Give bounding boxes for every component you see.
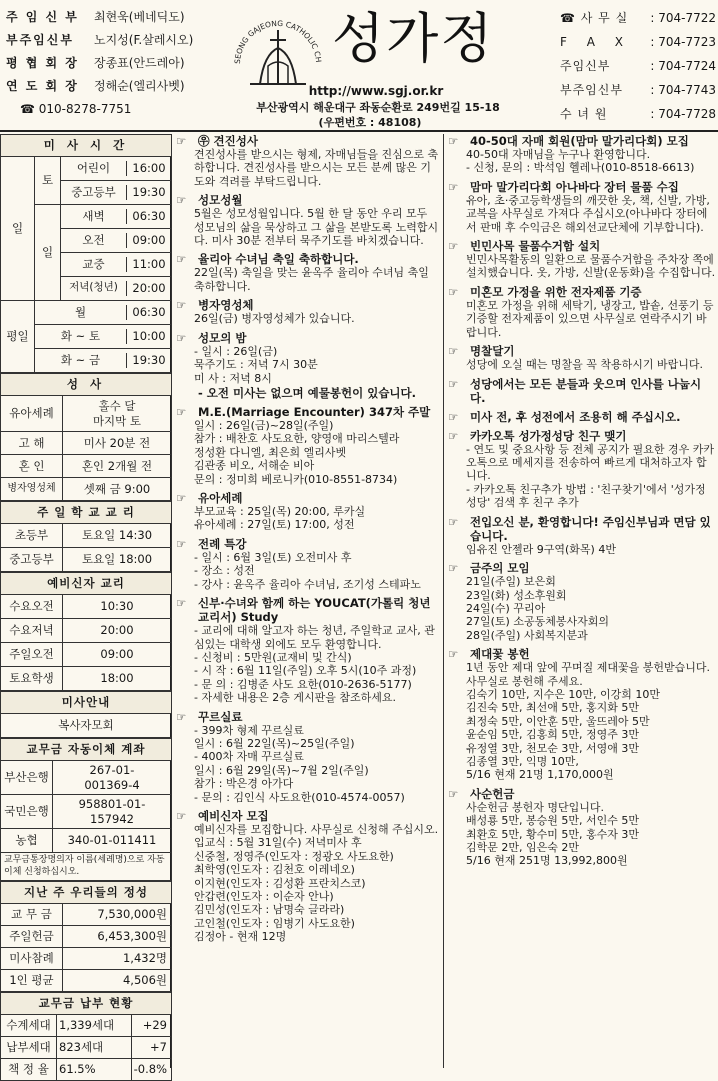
clergy-name: 장종표(안드레아) bbox=[94, 56, 185, 71]
mass-slot: 저녁(청년) bbox=[61, 281, 127, 295]
notice-title: - 오전 미사는 없으며 예물봉헌이 있습니다. bbox=[198, 385, 417, 400]
notice-donation-box bbox=[448, 239, 716, 280]
notice-title: 신부·수녀와 함께 하는 YOUCAT(가톨릭 청년 교리서) Study bbox=[198, 596, 431, 625]
pointing-hand-icon: ☞ bbox=[448, 647, 459, 662]
mass-slot: 오전 bbox=[61, 233, 127, 247]
pointing-hand-icon: ☞ bbox=[176, 404, 187, 419]
clergy-row bbox=[6, 29, 228, 52]
church-address: 부산광역시 해운대구 좌동순환로 249번길 15-18 bbox=[256, 101, 500, 114]
pointing-hand-icon: ☞ bbox=[176, 298, 187, 313]
postal-code: (우편번호 : 48108) bbox=[318, 116, 422, 129]
notice-body: - 연도 및 중요사항 등 전체 공지가 필요한 경우 카카오톡으로 메세지를 전송하여 빠르게 대처하고자 합니다. - 카카오톡 친구추가 방법 : '친구찾기'에서 '성가정성당' 검색 후 친구 추가 bbox=[466, 442, 714, 510]
notice-title: 예비신자 모집 bbox=[198, 809, 269, 823]
notice-title: 전입오신 분, 환영합니다! 주임신부님과 면담 있습니다. bbox=[470, 514, 711, 543]
pointing-hand-icon: ☞ bbox=[448, 376, 459, 391]
mass-slot: 교중 bbox=[61, 257, 127, 271]
offering-amount: 6,453,300원 bbox=[63, 926, 172, 948]
notice-no-morning-mass bbox=[176, 386, 439, 400]
office-contacts bbox=[560, 6, 716, 126]
contact-label: 수 녀 원 bbox=[560, 106, 608, 121]
dues-change: +29 bbox=[131, 1015, 171, 1037]
account-number: 267-01- 001369-4 bbox=[53, 761, 172, 795]
offering-amount: 1,432명 bbox=[63, 948, 172, 970]
offering-table bbox=[0, 881, 172, 992]
pointing-hand-icon: ☞ bbox=[448, 409, 459, 424]
pointing-hand-icon: ☞ bbox=[176, 193, 187, 208]
clergy-name: 노지성(F.살레시오) bbox=[94, 33, 194, 48]
notice-title: 꾸르실료 bbox=[198, 709, 243, 724]
svg-text:SEONG GAJEONG CATHOLIC CHURCH: SEONG GAJEONG CATHOLIC CH bbox=[232, 18, 324, 65]
notice-title: 카카오톡 성가정성당 친구 맺기 bbox=[470, 428, 627, 443]
contact-row bbox=[560, 6, 716, 30]
notice-body: 임유진 안젤라 9구역(화목) 4반 bbox=[466, 542, 616, 556]
notice-body: 1년 동안 제대 앞에 꾸며질 제대꽃을 봉헌받습니다. 사무실로 봉헌해 주세요. 김숙기 10만, 지수은 10만, 이강희 10만 김진숙 5만, 최선애 5만, 홍지화 5만 최정숙 5만, 이안훈 5만, 울뜨레아 5만 윤순임 5만, 김홍희 5만, 정영주 3만 유정열 3만, 천모순 3만, 서영애 3만 김종열 3만, 익명 10만, 5/16 현재 21명 1,170,000원 bbox=[466, 661, 710, 782]
notice-liturgy-lecture bbox=[176, 537, 439, 591]
class-name: 수요저녁 bbox=[1, 619, 63, 643]
offering-amount: 7,530,000원 bbox=[63, 904, 172, 926]
sacrament-schedule: 혼인 2개월 전 bbox=[63, 455, 172, 478]
notice-title: ㉾ 견진성사 bbox=[198, 134, 258, 148]
clergy-row bbox=[6, 52, 228, 75]
mass-time: 20:00 bbox=[132, 281, 166, 296]
mass-slot: 중고등부 bbox=[61, 185, 127, 199]
notice-title: 사순헌금 bbox=[470, 786, 515, 801]
bank-name: 부산은행 bbox=[1, 761, 53, 795]
clergy-list bbox=[6, 6, 228, 121]
notice-feast-day bbox=[176, 252, 439, 293]
contact-number: : 704-7743 bbox=[650, 82, 716, 97]
contact-label: ☎ 사 무 실 bbox=[560, 10, 629, 25]
notice-title: M.E.(Marriage Encounter) 347차 주말 bbox=[198, 404, 431, 419]
notice-body: 사순헌금 봉헌자 명단입니다. 배성룡 5만, 봉승원 5만, 서인수 5만 최환호 5만, 황수미 5만, 홍수자 3만 김학문 2만, 임은숙 2만 5/16 현재 251명 13,992,800원 bbox=[466, 800, 639, 868]
notice-body: 22일(목) 축일을 맞는 윤옥주 율리아 수녀님 축일 축하합니다. bbox=[194, 266, 429, 293]
dues-value: 1,339세대 bbox=[57, 1015, 132, 1037]
notice-marriage-encounter bbox=[176, 405, 439, 486]
offering-label: 교 무 금 bbox=[1, 904, 63, 926]
notice-body: 부모교육 : 25일(목) 20:00, 루카실 유아세례 : 27일(토) 17:00, 성전 bbox=[194, 505, 366, 532]
notice-title: 성당에서는 모든 분들과 웃으며 인사를 나눕시다. bbox=[470, 376, 702, 405]
church-name: 성가정 bbox=[332, 7, 495, 70]
pointing-hand-icon: ☞ bbox=[448, 561, 459, 576]
notice-title: 전례 특강 bbox=[198, 536, 247, 551]
clergy-row bbox=[6, 75, 228, 98]
dues-value: 61.5% bbox=[57, 1059, 132, 1081]
notice-sick-communion bbox=[176, 298, 439, 325]
contact-number: : 704-7724 bbox=[650, 58, 716, 73]
notice-marian-month bbox=[176, 193, 439, 247]
sacraments-table bbox=[0, 373, 172, 501]
mass-slot: 월 bbox=[35, 305, 127, 319]
phone-row bbox=[6, 98, 228, 121]
notice-new-members bbox=[448, 515, 716, 556]
mass-time: 16:00 bbox=[132, 161, 166, 176]
contact-row bbox=[560, 78, 716, 102]
pointing-hand-icon: ☞ bbox=[448, 179, 459, 194]
clergy-role: 연 도 회 장 bbox=[6, 79, 79, 94]
offering-amount: 4,506원 bbox=[63, 970, 172, 992]
notice-kakaotalk bbox=[448, 429, 716, 510]
mass-info-title: 미사안내 bbox=[1, 692, 172, 714]
notice-confirmation bbox=[176, 134, 439, 188]
church-url[interactable]: http://www.sgj.or.kr bbox=[308, 84, 444, 98]
offering-label: 미사참례 bbox=[1, 948, 63, 970]
notice-body: 빈민사목활동의 일환으로 물품수거함을 주차장 쪽에 설치했습니다. 옷, 가방, 신발(운동화)을 수집합니다. bbox=[466, 253, 716, 280]
notice-appliance-donation bbox=[448, 285, 716, 339]
notice-title: 미사 전, 후 성전에서 조용히 해 주십시오. bbox=[470, 409, 681, 424]
announcements-column-2 bbox=[448, 134, 716, 1068]
class-time: 토요일 18:00 bbox=[63, 548, 172, 572]
class-name: 수요오전 bbox=[1, 595, 63, 619]
autopay-title: 교무금 자동이체 계좌 bbox=[1, 739, 172, 761]
class-time: 20:00 bbox=[63, 619, 172, 643]
notice-body: 성당에 오실 때는 명찰을 꼭 착용하시기 바랍니다. bbox=[466, 358, 703, 372]
notice-body: 미혼모 가정을 위해 세탁기, 냉장고, 밥솥, 선풍기 등 기증할 전자제품이 있으면 사무실로 연락주시기 바랍니다. bbox=[466, 298, 714, 339]
sacrament-schedule: 셋째 금 9:00 bbox=[63, 478, 172, 501]
pointing-hand-icon: ☞ bbox=[176, 596, 187, 611]
notice-body: - 일시 : 26일(금) 묵주기도 : 저녁 7시 30분 미 사 : 저녁 8시 bbox=[194, 344, 318, 385]
notice-marian-night bbox=[176, 331, 439, 385]
clergy-role: 평 협 회 장 bbox=[6, 56, 79, 71]
mass-time: 09:00 bbox=[132, 233, 166, 248]
day-label: 일 bbox=[1, 157, 35, 301]
sunday-school-title: 주 일 학 교 교 리 bbox=[1, 502, 172, 524]
weekday-label: 평일 bbox=[1, 301, 35, 373]
notice-youcat bbox=[176, 596, 439, 704]
notice-body: 26일(금) 병자영성체가 있습니다. bbox=[194, 312, 355, 326]
account-number: 340-01-011411 bbox=[53, 829, 172, 853]
notice-altar-flowers bbox=[448, 647, 716, 782]
notice-body: - 교리에 대해 알고자 하는 청년, 주일학교 교사, 관심있는 대학생 외에도 모두 환영합니다. - 신청비 : 5만원(교재비 및 간식) - 시 작 : 6월 11일(주일) 오후 5시(10주 과정) - 문 의 : 김병준 사도 요한(010-2636-5177) - 자세한 내용은 2층 게시판을 참조하세요. bbox=[194, 624, 435, 705]
mass-time: 06:30 bbox=[132, 305, 166, 320]
bulletin-header bbox=[0, 0, 718, 132]
mass-info-value: 복사자모회 bbox=[1, 714, 172, 738]
sacrament-schedule: 미사 20분 전 bbox=[63, 432, 172, 455]
notice-cursillo bbox=[176, 710, 439, 804]
mass-slot: 새벽 bbox=[61, 209, 127, 223]
dues-title: 교무금 납부 현황 bbox=[1, 993, 172, 1015]
mass-time: 11:00 bbox=[132, 257, 166, 272]
sat-label: 토 bbox=[35, 157, 61, 205]
notice-title: 유아세례 bbox=[198, 491, 243, 506]
mass-times-table bbox=[0, 134, 172, 373]
pointing-hand-icon: ☞ bbox=[176, 491, 187, 506]
sun-label: 일 bbox=[35, 205, 61, 301]
offering-label: 주일헌금 bbox=[1, 926, 63, 948]
clergy-role: 부주임신부 bbox=[6, 33, 74, 48]
class-name: 초등부 bbox=[1, 524, 63, 548]
notice-infant-baptism bbox=[176, 491, 439, 532]
pointing-hand-icon: ☞ bbox=[448, 428, 459, 443]
dues-value: 823세대 bbox=[57, 1037, 132, 1059]
class-name: 주일오전 bbox=[1, 643, 63, 667]
sacrament-name: 병자영성체 bbox=[1, 478, 63, 501]
notice-greeting bbox=[448, 377, 716, 405]
sacrament-schedule: 홀수 달 마지막 토 bbox=[63, 396, 172, 432]
pointing-hand-icon: ☞ bbox=[176, 536, 187, 551]
contact-label: 부주임신부 bbox=[560, 82, 623, 97]
pointing-hand-icon: ☞ bbox=[176, 252, 187, 267]
mass-slot: 화 ~ 금 bbox=[35, 353, 127, 367]
class-time: 10:30 bbox=[63, 595, 172, 619]
class-name: 중고등부 bbox=[1, 548, 63, 572]
offering-label: 1인 평균 bbox=[1, 970, 63, 992]
catechumen-table bbox=[0, 572, 172, 691]
contact-row bbox=[560, 102, 716, 126]
pointing-hand-icon: ☞ bbox=[448, 514, 459, 529]
mass-time: 10:00 bbox=[132, 329, 166, 344]
contact-row bbox=[560, 30, 716, 54]
class-time: 09:00 bbox=[63, 643, 172, 667]
class-time: 토요일 14:30 bbox=[63, 524, 172, 548]
info-sidebar bbox=[0, 134, 172, 1077]
sacraments-title: 성 사 bbox=[1, 374, 172, 396]
mass-times-title: 미 사 시 간 bbox=[1, 135, 172, 157]
notice-flea-market bbox=[448, 180, 716, 234]
notice-weekly-meetings bbox=[448, 561, 716, 642]
mass-time: 06:30 bbox=[132, 209, 166, 224]
contact-label: F A X bbox=[560, 34, 631, 49]
sunday-school-table bbox=[0, 501, 172, 572]
sacrament-name: 혼 인 bbox=[1, 455, 63, 478]
notice-title: 율리아 수녀님 축일 축하합니다. bbox=[198, 252, 359, 267]
notice-lent-offering bbox=[448, 787, 716, 868]
notice-name-tag bbox=[448, 344, 716, 371]
notice-title: 40-50대 자매 회원(맘마 말가리다회) 모집 bbox=[470, 134, 689, 148]
announcements-column-1 bbox=[176, 134, 444, 1068]
notice-body: 일시 : 26일(금)~28일(주일) 참가 : 배찬호 사도요한, 양영애 마리스텔라 정성환 다니엘, 최은희 엘리사벳 김관종 비오, 서해순 비아 문의 : 정미희 베로니카(010-8551-8734) bbox=[194, 418, 400, 486]
contact-phone: ☎ 010-8278-7751 bbox=[20, 102, 132, 117]
mass-time: 19:30 bbox=[132, 185, 166, 200]
pointing-hand-icon: ☞ bbox=[176, 709, 187, 724]
pointing-hand-icon: ☞ bbox=[448, 786, 459, 801]
bank-name: 농협 bbox=[1, 829, 53, 853]
catechumen-title: 예비신자 교리 bbox=[1, 573, 172, 595]
autopay-note: 교무금통장명의자 이름(세례명)으로 자동이체 신청하십시오. bbox=[1, 853, 172, 881]
notice-body: 5월은 성모성월입니다. 5월 한 달 동안 우리 모두 성모님의 삶을 묵상하고 그 삶을 본받도록 노력합시다. 미사 30분 전부터 묵주기도를 바치겠습니다. bbox=[194, 207, 439, 248]
contact-label: 주임신부 bbox=[560, 58, 611, 73]
notice-body: 21일(주일) 보은회 23일(화) 성소후원회 24일(수) 꾸리아 27일(토) 소공동체봉사자회의 28일(주일) 사회복지분과 bbox=[466, 575, 609, 642]
sacrament-name: 고 해 bbox=[1, 432, 63, 455]
notice-title: 성모성월 bbox=[198, 193, 243, 208]
pointing-hand-icon: ☞ bbox=[448, 344, 459, 359]
contact-number: : 704-7722 bbox=[650, 10, 716, 25]
notice-title: 명찰달기 bbox=[470, 344, 515, 359]
sacrament-name: 유아세례 bbox=[1, 396, 63, 432]
blank-mark bbox=[176, 386, 194, 400]
mass-slot: 화 ~ 토 bbox=[35, 329, 127, 343]
notice-title: 빈민사목 물품수거함 설치 bbox=[470, 239, 601, 254]
notice-catechumen-recruit bbox=[176, 809, 439, 944]
notice-body: 40-50대 자매님을 누구나 환영합니다. - 신청, 문의 : 박석임 헬레나(010-8518-6613) bbox=[466, 148, 695, 175]
bank-name: 국민은행 bbox=[1, 795, 53, 829]
notice-body: - 일시 : 6월 3일(토) 오전미사 후 - 장소 : 성전 - 강사 : 윤옥주 율리아 수녀님, 조기성 스테파노 bbox=[194, 550, 421, 591]
dues-label: 책 정 율 bbox=[1, 1059, 57, 1081]
notice-body: 견진성사를 받으시는 형제, 자매님들을 진심으로 축하합니다. 견진성사를 받으시는 모든 분께 많은 기도와 격려를 부탁드립니다. bbox=[194, 148, 439, 188]
dues-label: 수계세대 bbox=[1, 1015, 57, 1037]
autopay-table bbox=[0, 738, 172, 881]
account-number: 958801-01- 157942 bbox=[53, 795, 172, 829]
notice-body: - 399차 형제 꾸르실료 일시 : 6월 22일(목)~25일(주일) - 400차 자매 꾸르실료 일시 : 6월 29일(목)~7월 2일(주일) 참가 : 박은경 아가다 - 문의 : 김인식 사도요한(010-4574-0057) bbox=[194, 723, 405, 804]
notice-women-group bbox=[448, 134, 716, 175]
pointing-hand-icon: ☞ bbox=[448, 284, 459, 299]
pointing-hand-icon: ☞ bbox=[176, 809, 187, 823]
contact-row bbox=[560, 54, 716, 78]
notice-body: 예비신자를 모집합니다. 사무실로 신청해 주십시오. 입교식 : 5월 31일(수) 저녁미사 후 신중철, 정영주(인도자 : 정광오 사도요한) 최학영(인도자 : 김천호 이레네오) 이지현(인도자 : 김성환 프란치스코) 안갑련(인도자 : 이순자 안나) 김민성(인도자 : 남명숙 글라라) 고인철(인도자 : 임병기 사도요한) 김정아 - 현재 12명 bbox=[194, 823, 439, 944]
pointing-hand-icon: ☞ bbox=[448, 134, 459, 148]
dues-label: 납부세대 bbox=[1, 1037, 57, 1059]
clergy-row bbox=[6, 6, 228, 29]
clergy-name: 최현욱(베네딕도) bbox=[94, 10, 185, 25]
clergy-role: 주 임 신 부 bbox=[6, 10, 79, 25]
class-time: 18:00 bbox=[63, 667, 172, 691]
pointing-hand-icon: ☞ bbox=[176, 134, 187, 148]
mass-info-table bbox=[0, 691, 172, 738]
notice-title: 맘마 말가리다회 아나바다 장터 물품 수집 bbox=[470, 179, 679, 194]
dues-table bbox=[0, 992, 172, 1081]
contact-number: : 704-7723 bbox=[650, 34, 716, 49]
notice-quiet bbox=[448, 410, 716, 424]
notice-title: 성모의 밤 bbox=[198, 330, 247, 345]
notice-title: 제대꽃 봉헌 bbox=[470, 647, 530, 662]
offering-title: 지난 주 우리들의 정성 bbox=[1, 882, 172, 904]
notice-title: 병자영성체 bbox=[198, 298, 254, 313]
pointing-hand-icon: ☞ bbox=[448, 239, 459, 254]
dues-change: +7 bbox=[131, 1037, 171, 1059]
dues-change: -0.8% bbox=[131, 1059, 171, 1081]
class-name: 토요학생 bbox=[1, 667, 63, 691]
notice-title: 미혼모 가정을 위한 전자제품 기증 bbox=[470, 284, 642, 299]
notice-body: 유아, 초·중고등학생들의 깨끗한 옷, 책, 신발, 가방, 교복을 사무실로 가져다 주십시오(아나바다 장터에서 판매 후 수익금은 해외선교단체에 기부합니다). bbox=[466, 193, 710, 234]
clergy-name: 정해순(엘리사벳) bbox=[94, 79, 185, 94]
pointing-hand-icon: ☞ bbox=[176, 330, 187, 345]
contact-number: : 704-7728 bbox=[650, 106, 716, 121]
notice-title: 금주의 모임 bbox=[470, 561, 530, 576]
mass-time: 19:30 bbox=[132, 353, 166, 368]
mass-slot: 어린이 bbox=[61, 161, 127, 175]
